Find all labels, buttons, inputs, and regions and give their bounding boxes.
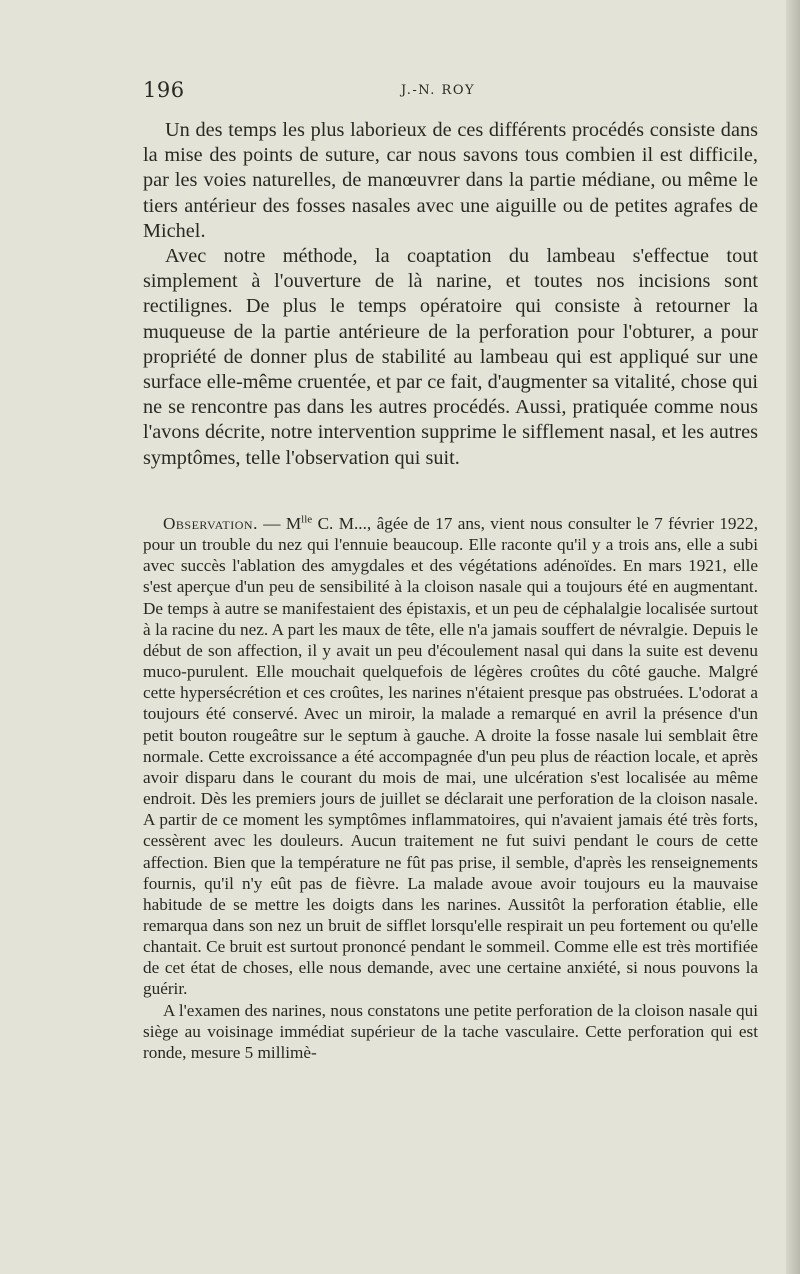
observation-dash: — [257, 514, 286, 533]
paragraph: Un des temps les plus laborieux de ces différents procédés consiste dans la mise des points de suture, car nous savons tous combien il est difficile, par les voies naturelles, de manœuvrer dans la partie médiane, ou même le tiers antérieur des fosses nasales avec une aiguille ou de petites agrafes de Michel. [143, 119, 758, 242]
running-head: J.-N. ROY [401, 83, 476, 98]
observation-paragraph [143, 513, 758, 1000]
page-edge-shadow [786, 0, 800, 1274]
observation-label: Observation. [163, 514, 258, 533]
page-number: 196 [143, 78, 185, 102]
page-header [143, 78, 758, 106]
patient-title: M [285, 514, 302, 533]
observation-section [143, 513, 758, 1063]
paragraph: Avec notre méthode, la coaptation du lambeau s'effectue tout simplement à l'ouverture de là narine, et toutes nos incisions sont rectilignes. De plus le temps opératoire qui consiste à retourner la muqueuse de la partie antérieure de la perforation pour l'obturer, a pour propriété de donner plus de stabilité au lambeau qui est appliqué sur une surface elle-même cruentée, et par ce fait, d'augmenter sa vitalité, chose qui ne se rencontre pas dans les autres procédés. Aussi, pratiquée comme nous l'avons décrite, notre intervention supprime le sifflement nasal, et les autres symptômes, telle l'observation qui suit. [143, 245, 758, 469]
main-text [143, 118, 758, 471]
observation-text: C. M..., âgée de 17 ans, vient nous consulter le 7 février 1922, pour un trouble du nez qui l'ennuie beaucoup. Elle raconte qu'il y a trois ans, elle a subi avec succès l'ablation des amygdales et des végétations adénoïdes. En mars 1921, elle s'est aperçue d'un peu de sensibilité à la cloison nasale qui a toujours été en augmentant. De temps à autre se manifestaient des épistaxis, et un peu de céphalalgie localisée surtout à la racine du nez. A part les maux de tête, elle n'a jamais souffert de névralgie. Depuis le début de son affection, il y avait un peu d'écoulement nasal qui dans la suite est devenu muco-purulent. Elle mouchait quelquefois de légères croûtes du côté gauche. Malgré cette hypersécrétion et ces croûtes, les narines n'étaient presque pas obstruées. L'odorat a toujours été conservé. Avec un miroir, la malade a remarqué en avril la présence d'un petit bouton rougeâtre sur le septum à gauche. A droite la fosse nasale lui semblait être normale. Cette excroissance a été accompagnée d'un peu plus de réaction locale, et après avoir disparu dans le courant du mois de mai, une ulcération s'est localisée au même endroit. Dès les premiers jours de juillet se déclarait une perforation de la cloison nasale. A partir de ce moment les symptômes inflammatoires, qui n'avaient jamais été très forts, cessèrent avec les douleurs. Aucun traitement ne fut suivi pendant le cours de cette affection. Bien que la température ne fût pas prise, il semble, d'après les renseignements fournis, qu'il n'y eût pas de fièvre. La malade avoue avoir toujours eu la mauvaise habitude de se mettre les doigts dans les narines. Aussitôt la perforation établie, elle remarqua dans son nez un bruit de sifflet lorsqu'elle respirait un peu fortement ou qu'elle chantait. Ce bruit est surtout prononcé pendant le sommeil. Comme elle est très mortifiée de cet état de choses, elle nous demande, avec une certaine anxiété, si nous pouvons la guérir. [143, 514, 759, 999]
observation-paragraph-2: A l'examen des narines, nous constatons une petite perforation de la cloison nasale qui siège au voisinage immédiat supérieur de la tache vasculaire. Cette perforation qui est ronde, mesure 5 millimè- [143, 1000, 758, 1062]
patient-title-superscript: lle [301, 513, 313, 526]
